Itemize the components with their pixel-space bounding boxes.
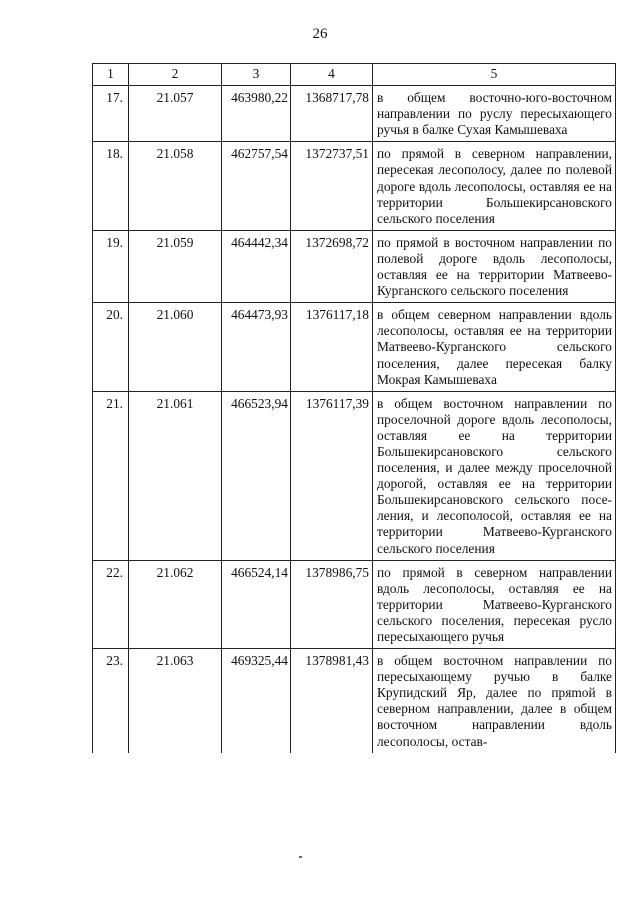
boundary-description: по прямой в северном направлении, пересекая лесополосу, далее по полевой дороге вдоль лесополосы, оставляя ее на территории Большекирсановского сельского поселения [373, 142, 616, 230]
point-code: 21.058 [129, 142, 222, 230]
boundary-description: по прямой в северном направлении вдоль лесополосы, оставляя ее на территории Матвеево-Курганского сельского поселения, пересекая русло пересыхающего ручья [373, 560, 616, 648]
coordinate-x: 464442,34 [222, 230, 291, 302]
coordinate-x: 466523,94 [222, 391, 291, 560]
point-code: 21.059 [129, 230, 222, 302]
boundary-table [92, 63, 616, 753]
header-cell: 2 [129, 64, 222, 86]
boundary-description: в общем северном направлении вдоль лесополосы, оставляя ее на территории Матвеево-Курганского сельского поселения, далее пересекая балку Мокрая Камышеваха [373, 303, 616, 391]
coordinate-y: 1372737,51 [291, 142, 373, 230]
header-cell: 4 [291, 64, 373, 86]
row-number: 20. [93, 303, 129, 391]
coordinate-x: 464473,93 [222, 303, 291, 391]
page-number: 26 [312, 26, 328, 42]
header-cell: 3 [222, 64, 291, 86]
header-cell: 5 [373, 64, 616, 86]
boundary-description: по прямой в восточном направлении по полевой дороге вдоль лесополосы, оставляя ее на территории Матвеево-Курганского сельского поселения [373, 230, 616, 302]
boundary-description: в общем восточном направлении по пересыхающему ручью в балке Крупидский Яр, далее по пряmой в северном направлении, далее в общем восточном направлении вдоль лесополосы, остав- [373, 649, 616, 753]
point-code: 21.061 [129, 391, 222, 560]
coordinate-y: 1368717,78 [291, 86, 373, 142]
row-number: 21. [93, 391, 129, 560]
point-code: 21.063 [129, 649, 222, 753]
row-number: 18. [93, 142, 129, 230]
boundary-description: в общем восточно-юго-восточном направлении по руслу пересыхающего ручья в балке Сухая Камышеваха [373, 86, 616, 142]
point-code: 21.057 [129, 86, 222, 142]
row-number: 17. [93, 86, 129, 142]
point-code: 21.062 [129, 560, 222, 648]
coordinate-x: 466524,14 [222, 560, 291, 648]
row-number: 22. [93, 560, 129, 648]
coordinate-x: 462757,54 [222, 142, 291, 230]
header-cell: 1 [93, 64, 129, 86]
coordinate-y: 1376117,39 [291, 391, 373, 560]
table-row [93, 560, 616, 648]
coordinate-y: 1376117,18 [291, 303, 373, 391]
table-row [93, 142, 616, 230]
coordinate-x: 463980,22 [222, 86, 291, 142]
table-row [93, 230, 616, 302]
table-row [93, 649, 616, 753]
table-row [93, 303, 616, 391]
coordinate-y: 1378986,75 [291, 560, 373, 648]
coordinate-y: 1378981,43 [291, 649, 373, 753]
table-row [93, 86, 616, 142]
row-number: 19. [93, 230, 129, 302]
coordinate-y: 1372698,72 [291, 230, 373, 302]
boundary-description: в общем восточном направлении по проселочной дороге вдоль лесополосы, оставляя ее на территории Большекирсановского сельского поселения, и далее между проселочной дорогой, оставляя ее на территории Большекирсановского сельского поселения, и лесополосой, оставляя ее на территории Матвеево-Курганского сельского поселения [373, 391, 616, 560]
point-code: 21.060 [129, 303, 222, 391]
coordinate-x: 469325,44 [222, 649, 291, 753]
table-header-row [93, 64, 616, 86]
table-row [93, 391, 616, 560]
scan-mark [299, 856, 302, 858]
row-number: 23. [93, 649, 129, 753]
